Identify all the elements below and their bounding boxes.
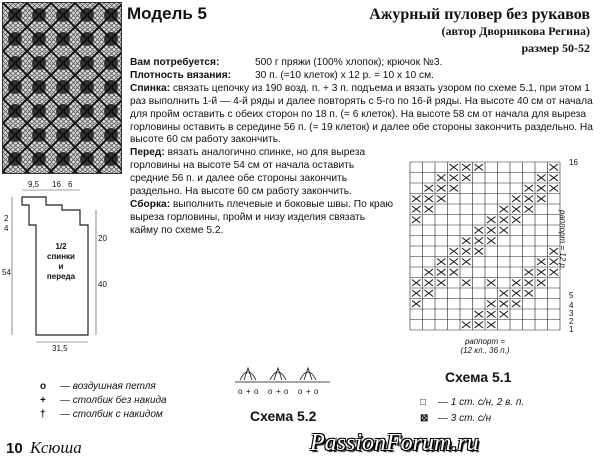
rapport-horizontal	[425, 337, 545, 355]
size-left-2: 4	[4, 224, 9, 233]
legend-item-sc	[40, 394, 167, 408]
single-crochet-icon: +	[40, 395, 46, 406]
rapport-h-2: (12 кл., 36 п.)	[460, 346, 510, 355]
size-right-1: 20	[98, 234, 107, 243]
size-top-1: 9,5	[28, 180, 40, 189]
legend-text-sc: — столбик без накида	[60, 395, 167, 406]
back-label: Спинка:	[130, 82, 171, 94]
scheme-5-1-title: Схема 5.1	[445, 369, 512, 385]
materials-row	[130, 57, 595, 70]
size-left-1: 2	[4, 214, 9, 223]
svg-text:o: o	[254, 387, 259, 396]
legend-text-empty: — 1 ст. с/н, 2 в. п.	[438, 397, 525, 408]
scheme-5-2-title: Схема 5.2	[250, 408, 317, 424]
article-title: Ажурный пуловер без рукавов	[369, 6, 590, 23]
assembly-text: выполнить плечевые и боковые швы. По краю выреза горловины, пройм и низу изделия связать кайму по схеме 5.2.	[130, 198, 394, 236]
piece-label	[38, 242, 84, 282]
svg-text:+: +	[276, 387, 281, 396]
piece-label-4: переда	[46, 272, 76, 281]
back-text: связать цепочку из 190 возд. п. + 3 п. подъема и вязать узором по схеме 5.1, при этом 1 раз выполнить 1-й — 4-й ряды и далее повторять с 5-го по 16-й ряды. На высоте 40 см от начала для пройм оставить с обеих сторон по 18 п. (= 6 клеток). На высоте 58 см от начала для выреза горловины оставить в середине 56 п. (= 19 клеток) и далее обе стороны закончить раздельно. На высоте 60 см работу закончить.	[130, 82, 593, 146]
legend-right	[420, 395, 524, 427]
front-label: Перед:	[130, 147, 165, 159]
scheme-row-2: 2	[569, 317, 574, 326]
assembly-paragraph	[130, 199, 395, 238]
size-right-2: 40	[98, 280, 107, 289]
legend-text-filled: — 3 ст. с/н	[438, 413, 492, 424]
density-value: 30 п. (=10 клеток) х 12 р. = 10 х 10 см.	[255, 69, 434, 81]
legend-text-chain: — воздушная петля	[60, 381, 156, 392]
page-number: 10	[6, 440, 23, 457]
filled-cell-icon: ⊠	[420, 413, 429, 424]
piece-label-1: 1/2	[55, 242, 67, 251]
piece-label-2: спинки	[47, 252, 75, 261]
rapport-h-1: раппорт =	[464, 337, 506, 346]
garment-photo	[2, 2, 122, 174]
front-text: вязать аналогично спинке, но для выреза горловины на высоте 54 см от начала оставить средние 56 п. и далее обе стороны закончить раздельно. На высоте 60 см работу закончить.	[130, 147, 366, 198]
size-top-2: 16	[52, 180, 61, 189]
scheme-5-2	[230, 360, 350, 430]
svg-text:o: o	[284, 387, 289, 396]
legend-item-dc	[40, 408, 167, 422]
model-number: Модель 5	[127, 4, 207, 23]
svg-text:o: o	[314, 387, 319, 396]
assembly-label: Сборка:	[130, 198, 171, 210]
piece-label-3: и	[58, 262, 64, 271]
size-bottom: 31,5	[52, 344, 68, 353]
svg-text:+: +	[306, 387, 311, 396]
rapport-vertical: раппорт = 12 р.	[558, 210, 567, 271]
svg-text:o: o	[268, 387, 273, 396]
legend-text-dc: — столбик с накидом	[60, 409, 163, 420]
watermark: PassionForum.ru	[310, 430, 479, 456]
pattern-diagram	[0, 180, 125, 353]
scheme-5-2-drawing	[230, 360, 350, 400]
legend-item-filled-cell	[420, 411, 524, 427]
front-paragraph	[130, 147, 385, 199]
scheme-row-top: 16	[569, 158, 578, 167]
double-crochet-icon: †	[40, 409, 46, 420]
materials-value: 500 г пряжи (100% хлопок); крючок №3.	[255, 57, 443, 68]
empty-cell-icon: □	[420, 397, 427, 408]
legend-item-empty-cell	[420, 395, 524, 411]
scheme-row-3: 3	[569, 309, 574, 318]
legend-item-chain	[40, 380, 167, 394]
article-author: (автор Дворникова Регина)	[441, 24, 590, 38]
svg-text:o: o	[298, 387, 303, 396]
legend-left	[40, 380, 167, 422]
size-left-height: 54	[2, 268, 11, 277]
scheme-5-1	[405, 160, 595, 390]
density-row	[130, 70, 595, 83]
lace-pattern-image	[3, 3, 121, 173]
materials-label: Вам потребуется:	[130, 57, 220, 68]
size-top-3: 6	[68, 180, 73, 189]
scheme-row-5: 5	[569, 291, 574, 300]
scheme-row-4: 4	[569, 301, 574, 310]
chain-stitch-icon: o	[40, 381, 47, 392]
magazine-name: Ксюша	[30, 438, 82, 457]
scheme-row-1: 1	[569, 325, 574, 334]
svg-text:o: o	[238, 387, 243, 396]
svg-text:+: +	[246, 387, 251, 396]
density-label: Плотность вязания:	[130, 69, 232, 81]
garment-size: размер 50-52	[521, 41, 590, 55]
back-paragraph	[130, 83, 595, 148]
